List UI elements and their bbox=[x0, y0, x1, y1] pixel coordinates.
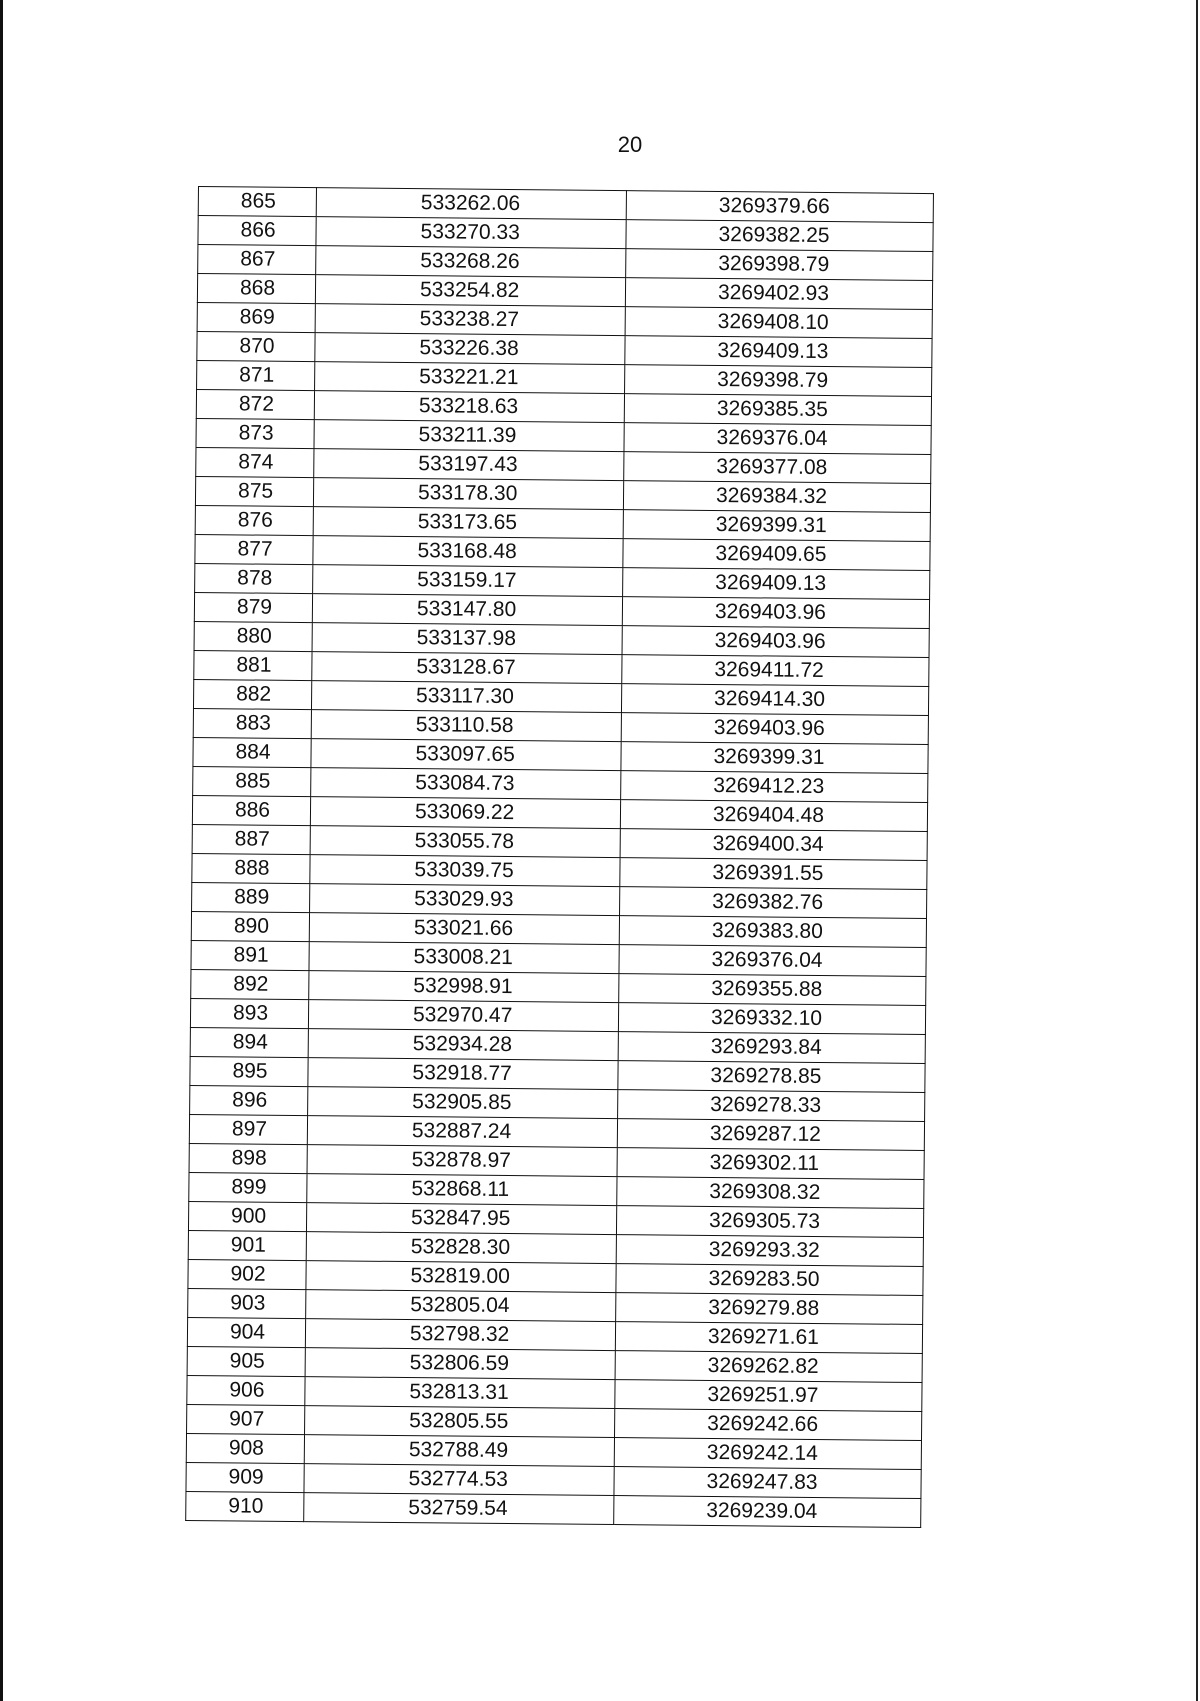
point-number-cell: 867 bbox=[198, 245, 316, 275]
y-coordinate-cell: 3269412.23 bbox=[621, 771, 928, 803]
page-number: 20 bbox=[617, 132, 643, 157]
point-number-cell: 902 bbox=[188, 1259, 306, 1289]
y-coordinate-cell: 3269302.11 bbox=[617, 1148, 924, 1180]
point-number-cell: 892 bbox=[191, 969, 309, 999]
point-number-cell: 893 bbox=[190, 998, 308, 1028]
point-number-cell: 895 bbox=[190, 1056, 308, 1086]
x-coordinate-cell: 533173.65 bbox=[313, 507, 623, 539]
y-coordinate-cell: 3269382.76 bbox=[620, 887, 927, 919]
point-number-cell: 885 bbox=[193, 766, 311, 796]
point-number-cell: 896 bbox=[190, 1085, 308, 1115]
point-number-cell: 880 bbox=[194, 621, 312, 651]
y-coordinate-cell: 3269382.25 bbox=[626, 220, 933, 252]
point-number-cell: 901 bbox=[188, 1230, 306, 1260]
x-coordinate-cell: 533159.17 bbox=[313, 565, 623, 597]
y-coordinate-cell: 3269409.13 bbox=[625, 336, 932, 368]
y-coordinate-cell: 3269242.14 bbox=[614, 1438, 921, 1470]
point-number-cell: 907 bbox=[187, 1404, 305, 1434]
y-coordinate-cell: 3269409.13 bbox=[623, 568, 930, 600]
y-coordinate-cell: 3269404.48 bbox=[620, 800, 927, 832]
y-coordinate-cell: 3269400.34 bbox=[620, 829, 927, 861]
point-number-cell: 899 bbox=[189, 1172, 307, 1202]
y-coordinate-cell: 3269379.66 bbox=[626, 191, 933, 223]
x-coordinate-cell: 532819.00 bbox=[306, 1261, 616, 1293]
x-coordinate-cell: 533097.65 bbox=[311, 739, 621, 771]
y-coordinate-cell: 3269262.82 bbox=[615, 1351, 922, 1383]
y-coordinate-cell: 3269287.12 bbox=[617, 1119, 924, 1151]
x-coordinate-cell: 533039.75 bbox=[310, 855, 620, 887]
point-number-cell: 865 bbox=[198, 187, 316, 217]
point-number-cell: 890 bbox=[191, 911, 309, 941]
x-coordinate-cell: 532774.53 bbox=[304, 1464, 614, 1496]
point-number-cell: 869 bbox=[197, 302, 315, 332]
coordinate-table-body bbox=[186, 187, 934, 1528]
point-number-cell: 874 bbox=[196, 447, 314, 477]
x-coordinate-cell: 533084.73 bbox=[311, 768, 621, 800]
x-coordinate-cell: 533117.30 bbox=[311, 681, 621, 713]
point-number-cell: 873 bbox=[196, 418, 314, 448]
x-coordinate-cell: 533137.98 bbox=[312, 623, 622, 655]
x-coordinate-cell: 532918.77 bbox=[308, 1058, 618, 1090]
y-coordinate-cell: 3269403.96 bbox=[622, 597, 929, 629]
y-coordinate-cell: 3269332.10 bbox=[618, 1003, 925, 1035]
point-number-cell: 888 bbox=[192, 853, 310, 883]
point-number-cell: 910 bbox=[186, 1491, 304, 1521]
point-number-cell: 870 bbox=[197, 331, 315, 361]
point-number-cell: 875 bbox=[195, 476, 313, 506]
x-coordinate-cell: 532868.11 bbox=[307, 1174, 617, 1206]
y-coordinate-cell: 3269278.33 bbox=[618, 1090, 925, 1122]
y-coordinate-cell: 3269398.79 bbox=[625, 365, 932, 397]
coordinate-table bbox=[185, 186, 934, 1528]
y-coordinate-cell: 3269278.85 bbox=[618, 1061, 925, 1093]
point-number-cell: 887 bbox=[192, 824, 310, 854]
point-number-cell: 871 bbox=[197, 360, 315, 390]
x-coordinate-cell: 533221.21 bbox=[315, 362, 625, 394]
point-number-cell: 909 bbox=[186, 1462, 304, 1492]
point-number-cell: 905 bbox=[187, 1346, 305, 1376]
y-coordinate-cell: 3269305.73 bbox=[616, 1206, 923, 1238]
scan-edge-right bbox=[1196, 0, 1198, 1701]
y-coordinate-cell: 3269403.96 bbox=[621, 713, 928, 745]
x-coordinate-cell: 533008.21 bbox=[309, 942, 619, 974]
x-coordinate-cell: 533270.33 bbox=[316, 217, 626, 249]
y-coordinate-cell: 3269283.50 bbox=[616, 1264, 923, 1296]
point-number-cell: 897 bbox=[189, 1114, 307, 1144]
point-number-cell: 884 bbox=[193, 737, 311, 767]
point-number-cell: 891 bbox=[191, 940, 309, 970]
x-coordinate-cell: 533218.63 bbox=[314, 391, 624, 423]
x-coordinate-cell: 532805.55 bbox=[305, 1406, 615, 1438]
x-coordinate-cell: 533055.78 bbox=[310, 826, 620, 858]
y-coordinate-cell: 3269383.80 bbox=[619, 916, 926, 948]
point-number-cell: 877 bbox=[195, 534, 313, 564]
y-coordinate-cell: 3269411.72 bbox=[622, 655, 929, 687]
y-coordinate-cell: 3269385.35 bbox=[624, 394, 931, 426]
point-number-cell: 889 bbox=[192, 882, 310, 912]
x-coordinate-cell: 533268.26 bbox=[316, 246, 626, 278]
y-coordinate-cell: 3269247.83 bbox=[614, 1467, 921, 1499]
y-coordinate-cell: 3269271.61 bbox=[615, 1322, 922, 1354]
point-number-cell: 883 bbox=[193, 708, 311, 738]
point-number-cell: 908 bbox=[186, 1433, 304, 1463]
x-coordinate-cell: 533197.43 bbox=[314, 449, 624, 481]
x-coordinate-cell: 532806.59 bbox=[305, 1348, 615, 1380]
y-coordinate-cell: 3269414.30 bbox=[621, 684, 928, 716]
y-coordinate-cell: 3269279.88 bbox=[616, 1293, 923, 1325]
point-number-cell: 904 bbox=[187, 1317, 305, 1347]
y-coordinate-cell: 3269239.04 bbox=[614, 1496, 921, 1528]
y-coordinate-cell: 3269399.31 bbox=[623, 510, 930, 542]
y-coordinate-cell: 3269409.65 bbox=[623, 539, 930, 571]
x-coordinate-cell: 532847.95 bbox=[306, 1203, 616, 1235]
y-coordinate-cell: 3269403.96 bbox=[622, 626, 929, 658]
y-coordinate-cell: 3269251.97 bbox=[615, 1380, 922, 1412]
y-coordinate-cell: 3269377.08 bbox=[624, 452, 931, 484]
point-number-cell: 894 bbox=[190, 1027, 308, 1057]
point-number-cell: 878 bbox=[195, 563, 313, 593]
x-coordinate-cell: 533211.39 bbox=[314, 420, 624, 452]
x-coordinate-cell: 532798.32 bbox=[305, 1319, 615, 1351]
x-coordinate-cell: 533168.48 bbox=[313, 536, 623, 568]
scan-edge-left bbox=[0, 0, 3, 1701]
y-coordinate-cell: 3269308.32 bbox=[617, 1177, 924, 1209]
point-number-cell: 879 bbox=[194, 592, 312, 622]
x-coordinate-cell: 533226.38 bbox=[315, 333, 625, 365]
point-number-cell: 876 bbox=[195, 505, 313, 535]
y-coordinate-cell: 3269293.84 bbox=[618, 1032, 925, 1064]
x-coordinate-cell: 533021.66 bbox=[309, 913, 619, 945]
x-coordinate-cell: 532878.97 bbox=[307, 1145, 617, 1177]
x-coordinate-cell: 532934.28 bbox=[308, 1029, 618, 1061]
y-coordinate-cell: 3269398.79 bbox=[626, 249, 933, 281]
point-number-cell: 906 bbox=[187, 1375, 305, 1405]
y-coordinate-cell: 3269391.55 bbox=[620, 858, 927, 890]
x-coordinate-cell: 533128.67 bbox=[312, 652, 622, 684]
x-coordinate-cell: 532759.54 bbox=[304, 1493, 614, 1525]
point-number-cell: 898 bbox=[189, 1143, 307, 1173]
x-coordinate-cell: 533238.27 bbox=[315, 304, 625, 336]
x-coordinate-cell: 533147.80 bbox=[312, 594, 622, 626]
y-coordinate-cell: 3269293.32 bbox=[616, 1235, 923, 1267]
y-coordinate-cell: 3269399.31 bbox=[621, 742, 928, 774]
x-coordinate-cell: 533029.93 bbox=[310, 884, 620, 916]
point-number-cell: 868 bbox=[197, 274, 315, 304]
point-number-cell: 872 bbox=[196, 389, 314, 419]
x-coordinate-cell: 532828.30 bbox=[306, 1232, 616, 1264]
x-coordinate-cell: 532805.04 bbox=[306, 1290, 616, 1322]
y-coordinate-cell: 3269376.04 bbox=[619, 945, 926, 977]
x-coordinate-cell: 532970.47 bbox=[308, 1000, 618, 1032]
x-coordinate-cell: 532788.49 bbox=[304, 1435, 614, 1467]
y-coordinate-cell: 3269402.93 bbox=[625, 278, 932, 310]
point-number-cell: 881 bbox=[194, 650, 312, 680]
x-coordinate-cell: 533069.22 bbox=[310, 797, 620, 829]
x-coordinate-cell: 532887.24 bbox=[307, 1116, 617, 1148]
point-number-cell: 903 bbox=[188, 1288, 306, 1318]
y-coordinate-cell: 3269376.04 bbox=[624, 423, 931, 455]
point-number-cell: 882 bbox=[193, 679, 311, 709]
point-number-cell: 886 bbox=[192, 795, 310, 825]
y-coordinate-cell: 3269242.66 bbox=[615, 1409, 922, 1441]
y-coordinate-cell: 3269355.88 bbox=[619, 974, 926, 1006]
x-coordinate-cell: 533254.82 bbox=[315, 275, 625, 307]
x-coordinate-cell: 533178.30 bbox=[313, 478, 623, 510]
point-number-cell: 900 bbox=[188, 1201, 306, 1231]
x-coordinate-cell: 532813.31 bbox=[305, 1377, 615, 1409]
x-coordinate-cell: 532905.85 bbox=[308, 1087, 618, 1119]
y-coordinate-cell: 3269408.10 bbox=[625, 307, 932, 339]
x-coordinate-cell: 533262.06 bbox=[316, 188, 626, 220]
y-coordinate-cell: 3269384.32 bbox=[623, 481, 930, 513]
x-coordinate-cell: 532998.91 bbox=[309, 971, 619, 1003]
x-coordinate-cell: 533110.58 bbox=[311, 710, 621, 742]
point-number-cell: 866 bbox=[198, 216, 316, 246]
